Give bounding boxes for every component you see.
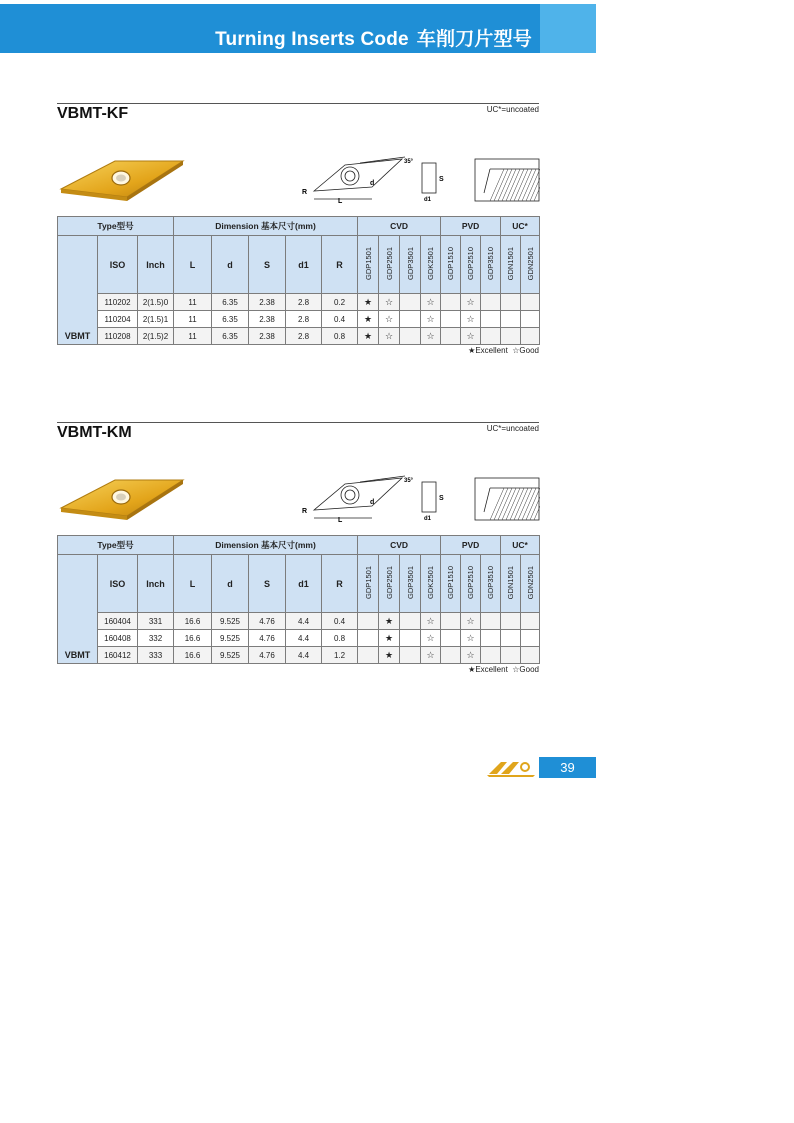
- grade-mark: [521, 294, 540, 311]
- grade-mark: ★: [379, 630, 400, 647]
- grade-label: GDK2501: [426, 566, 436, 599]
- cell-d: 6.35: [212, 294, 249, 311]
- grade-mark: ☆: [461, 311, 481, 328]
- grade-header: [358, 236, 379, 294]
- grade-label: GDP2510: [466, 566, 476, 599]
- cell-d1: 2.8: [286, 311, 322, 328]
- grade-mark: [441, 647, 461, 664]
- cell-d: 6.35: [212, 311, 249, 328]
- cell-s: 4.76: [249, 630, 286, 647]
- label-l: L: [338, 198, 343, 205]
- iso-header: ISO: [98, 555, 138, 613]
- table-row: [58, 613, 540, 630]
- grade-label: GDN2501: [525, 246, 535, 281]
- grade-mark: ★: [358, 328, 379, 345]
- grade-mark: [400, 613, 421, 630]
- grade-mark: [400, 311, 421, 328]
- cell-inch: 331: [138, 613, 174, 630]
- cell-s: 2.38: [249, 294, 286, 311]
- cell-d1: 4.4: [286, 647, 322, 664]
- header-band: [0, 4, 596, 53]
- uncoated-note: UC*=uncoated: [486, 105, 539, 114]
- grade-header: [421, 236, 441, 294]
- cell-r: 0.4: [322, 311, 358, 328]
- cvd-header: CVD: [358, 536, 441, 555]
- grade-mark: [441, 630, 461, 647]
- label-s: S: [439, 176, 444, 183]
- grade-mark: ☆: [379, 294, 400, 311]
- label-d: d: [370, 180, 375, 187]
- cell-s: 2.38: [249, 311, 286, 328]
- cell-inch: 2(1.5)0: [138, 294, 174, 311]
- section-rule: [57, 422, 539, 423]
- grade-label: GDK2501: [426, 247, 436, 280]
- grade-mark: ☆: [421, 647, 441, 664]
- grade-mark: [501, 647, 521, 664]
- label-s: S: [439, 495, 444, 502]
- section-rule: [57, 103, 539, 104]
- grade-mark: [441, 294, 461, 311]
- grade-mark: ☆: [461, 328, 481, 345]
- grade-mark: [481, 311, 501, 328]
- grade-mark: ☆: [421, 613, 441, 630]
- legend-good: ☆Good: [512, 665, 539, 674]
- cell-d1: 2.8: [286, 328, 322, 345]
- brand-logo-icon: [487, 758, 537, 778]
- grade-label: GDP3510: [486, 247, 496, 280]
- cell-d: 9.525: [212, 630, 249, 647]
- cell-l: 11: [174, 311, 212, 328]
- grade-label: GDP3501: [405, 566, 415, 599]
- cell-inch: 333: [138, 647, 174, 664]
- cvd-header: CVD: [358, 217, 441, 236]
- grade-header: [461, 236, 481, 294]
- grade-label: GDN2501: [525, 565, 535, 600]
- grade-header: [481, 236, 501, 294]
- grade-header: [400, 555, 421, 613]
- label-d1: d1: [424, 197, 432, 203]
- uncoated-note: UC*=uncoated: [486, 424, 539, 433]
- dim-header-d1: d1: [286, 555, 322, 613]
- grade-label: GDP3510: [486, 566, 496, 599]
- dim-header-d: d: [212, 236, 249, 294]
- cell-inch: 2(1.5)1: [138, 311, 174, 328]
- dimension-header: Dimension 基本尺寸(mm): [174, 217, 358, 236]
- grade-header: [461, 555, 481, 613]
- dimension-diagram: [300, 474, 540, 524]
- table-row: [58, 647, 540, 664]
- spec-table: [57, 216, 540, 345]
- grade-label: GDP1510: [446, 247, 456, 280]
- grade-mark: [521, 613, 540, 630]
- cell-s: 2.38: [249, 328, 286, 345]
- section-title: VBMT-KF: [57, 105, 129, 122]
- label-d: d: [370, 499, 375, 506]
- insert-section: [57, 422, 539, 702]
- legend-excellent: ★Excellent: [468, 346, 508, 355]
- grade-mark: ☆: [421, 311, 441, 328]
- grade-header: [481, 555, 501, 613]
- grade-label: GDP3501: [405, 247, 415, 280]
- cell-iso: 160408: [98, 630, 138, 647]
- grade-label: GDP2510: [466, 247, 476, 280]
- grade-header: [379, 555, 400, 613]
- grade-mark: [501, 294, 521, 311]
- page-title: [215, 24, 532, 51]
- grade-mark: [358, 630, 379, 647]
- pvd-header: PVD: [441, 217, 501, 236]
- grade-mark: ☆: [379, 311, 400, 328]
- cell-inch: 332: [138, 630, 174, 647]
- header-accent: [540, 4, 596, 53]
- table-row: [58, 630, 540, 647]
- type-label: VBMT: [58, 236, 98, 345]
- table-row: [58, 294, 540, 311]
- cell-inch: 2(1.5)2: [138, 328, 174, 345]
- grade-label: GDP1501: [363, 247, 373, 280]
- dim-header-l: L: [174, 555, 212, 613]
- grade-mark: [358, 647, 379, 664]
- dim-header-s: S: [249, 236, 286, 294]
- label-angle: 35°: [404, 478, 414, 484]
- cell-r: 0.4: [322, 613, 358, 630]
- grade-mark: [441, 328, 461, 345]
- cell-l: 11: [174, 328, 212, 345]
- cell-s: 4.76: [249, 613, 286, 630]
- cell-d1: 2.8: [286, 294, 322, 311]
- grade-mark: [501, 613, 521, 630]
- label-r: R: [302, 508, 308, 515]
- type-label: VBMT: [58, 555, 98, 664]
- grade-header: [501, 555, 521, 613]
- cell-d: 6.35: [212, 328, 249, 345]
- grade-mark: ☆: [421, 328, 441, 345]
- cell-r: 0.8: [322, 328, 358, 345]
- grade-mark: ☆: [379, 328, 400, 345]
- cell-iso: 160412: [98, 647, 138, 664]
- iso-header: ISO: [98, 236, 138, 294]
- inch-header: Inch: [138, 555, 174, 613]
- cell-l: 11: [174, 294, 212, 311]
- grade-header: [441, 236, 461, 294]
- grade-mark: [481, 647, 501, 664]
- grade-label: GDP2501: [384, 247, 394, 280]
- grade-mark: [481, 630, 501, 647]
- grade-mark: [501, 630, 521, 647]
- grade-header: [521, 236, 540, 294]
- uc-header: UC*: [501, 217, 540, 236]
- inch-header: Inch: [138, 236, 174, 294]
- cell-d1: 4.4: [286, 630, 322, 647]
- dimension-diagram: [300, 155, 540, 205]
- grade-mark: [521, 311, 540, 328]
- grade-mark: [441, 311, 461, 328]
- grade-mark: [501, 311, 521, 328]
- pvd-header: PVD: [441, 536, 501, 555]
- type-header: Type型号: [58, 217, 174, 236]
- legend: [468, 665, 539, 674]
- grade-mark: [501, 328, 521, 345]
- cell-iso: 110202: [98, 294, 138, 311]
- grade-mark: ☆: [461, 613, 481, 630]
- cell-d: 9.525: [212, 647, 249, 664]
- grade-mark: [400, 294, 421, 311]
- cell-d1: 4.4: [286, 613, 322, 630]
- cell-iso: 110208: [98, 328, 138, 345]
- grade-header: [501, 236, 521, 294]
- grade-label: GDP1501: [363, 566, 373, 599]
- grade-label: GDN1501: [506, 246, 516, 281]
- grade-mark: ☆: [461, 294, 481, 311]
- grade-mark: [521, 647, 540, 664]
- grade-mark: ★: [379, 647, 400, 664]
- dim-header-d: d: [212, 555, 249, 613]
- grade-header: [421, 555, 441, 613]
- dim-header-r: R: [322, 555, 358, 613]
- cell-d: 9.525: [212, 613, 249, 630]
- table-row: [58, 311, 540, 328]
- insert-image-icon: [57, 474, 187, 526]
- grade-header: [400, 236, 421, 294]
- grade-mark: ★: [358, 311, 379, 328]
- grade-header: [441, 555, 461, 613]
- cell-iso: 160404: [98, 613, 138, 630]
- grade-header: [379, 236, 400, 294]
- table-row: [58, 328, 540, 345]
- cell-iso: 110204: [98, 311, 138, 328]
- label-d1: d1: [424, 516, 432, 522]
- legend-good: ☆Good: [512, 346, 539, 355]
- dim-header-d1: d1: [286, 236, 322, 294]
- grade-label: GDP2501: [384, 566, 394, 599]
- page-title-en: Turning Inserts Code: [215, 29, 409, 50]
- grade-mark: [481, 613, 501, 630]
- dim-header-l: L: [174, 236, 212, 294]
- uc-header: UC*: [501, 536, 540, 555]
- legend-excellent: ★Excellent: [468, 665, 508, 674]
- insert-image-icon: [57, 155, 187, 207]
- grade-mark: ☆: [461, 630, 481, 647]
- grade-mark: [481, 294, 501, 311]
- grade-mark: ★: [379, 613, 400, 630]
- grade-mark: [521, 328, 540, 345]
- cell-l: 16.6: [174, 630, 212, 647]
- dimension-header: Dimension 基本尺寸(mm): [174, 536, 358, 555]
- dim-header-r: R: [322, 236, 358, 294]
- type-header: Type型号: [58, 536, 174, 555]
- grade-mark: [481, 328, 501, 345]
- grade-label: GDN1501: [506, 565, 516, 600]
- page-title-cn: 车削刀片型号: [416, 29, 532, 50]
- page-number: 39: [539, 757, 596, 778]
- grade-mark: ★: [358, 294, 379, 311]
- section-title: VBMT-KM: [57, 424, 132, 441]
- grade-mark: [441, 613, 461, 630]
- label-l: L: [338, 517, 343, 524]
- label-angle: 35°: [404, 159, 414, 165]
- cell-l: 16.6: [174, 613, 212, 630]
- label-r: R: [302, 189, 308, 196]
- grade-mark: [400, 630, 421, 647]
- cell-r: 0.8: [322, 630, 358, 647]
- grade-header: [358, 555, 379, 613]
- legend: [468, 346, 539, 355]
- cell-s: 4.76: [249, 647, 286, 664]
- cell-r: 1.2: [322, 647, 358, 664]
- insert-section: [57, 103, 539, 383]
- grade-mark: ☆: [421, 630, 441, 647]
- dim-header-s: S: [249, 555, 286, 613]
- grade-mark: [521, 630, 540, 647]
- grade-mark: [358, 613, 379, 630]
- grade-mark: [400, 328, 421, 345]
- grade-header: [521, 555, 540, 613]
- grade-mark: ☆: [421, 294, 441, 311]
- grade-mark: ☆: [461, 647, 481, 664]
- spec-table: [57, 535, 540, 664]
- cell-l: 16.6: [174, 647, 212, 664]
- grade-mark: [400, 647, 421, 664]
- cell-r: 0.2: [322, 294, 358, 311]
- grade-label: GDP1510: [446, 566, 456, 599]
